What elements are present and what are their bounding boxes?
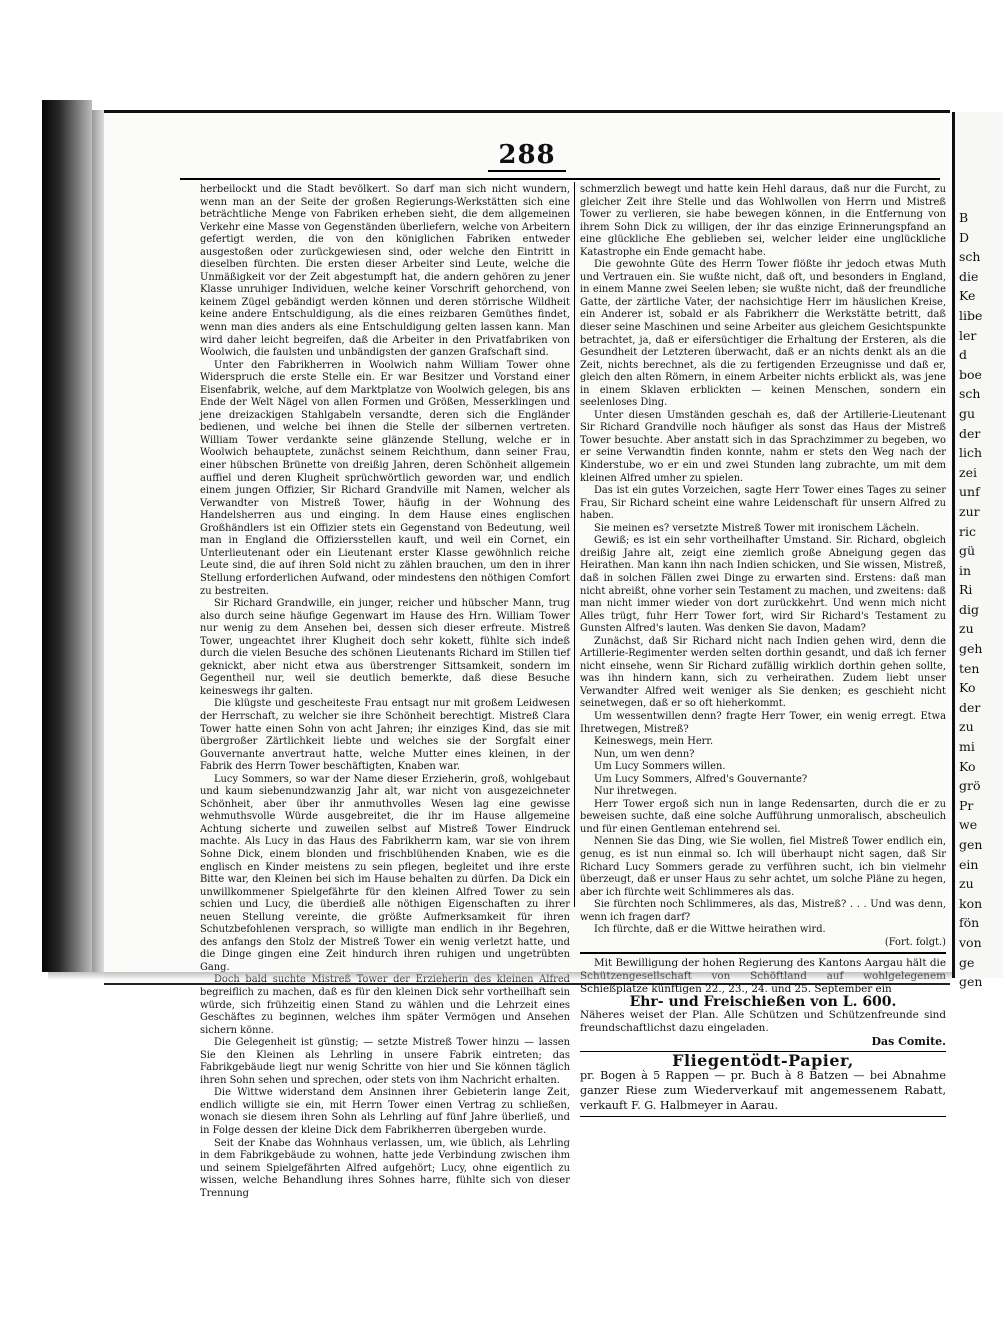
edge-fragment: von bbox=[959, 934, 982, 950]
edge-fragment: in bbox=[959, 562, 972, 578]
edge-fragment: boe bbox=[959, 366, 982, 382]
edge-fragment: zei bbox=[959, 464, 977, 480]
paragraph: Lucy Sommers, so war der Name dieser Erzieherin, groß, wohlgebaut und kaum siebenundzwanzig Jahr alt, war nicht von ausgezeichneter Schönheit, aber über ihr anmuthvolles Wesen lag eine gewisse wehmuthsvolle Würde ausgebreitet, die ihr im Hause allgemeine Achtung sicherte und zuweilen selbst auf Mistreß Tower Eindruck machte. Als Lucy in das Haus des Fabrikherrn kam, war sie von ihrem Sohne Dick, einem blonden und frischblühenden Knaben, wie es die englisch en Kinder meistens zu sein pflegen, begleitet und ihre erste Bitte war, den Kleinen bei sich im Hause behalten zu dürfen. Da Dick ein unwillkommener Spielgefährte für den kleinen Alfred Tower zu sein schien und Lucy, die überdieß alle nöthigen Eigenschaften zu ihrer neuen Stellung vereinte, die größte Aufmerksamkeit für ihren Schutzbefohlenen versprach, so willigte man endlich in ihr Begehren, des anfangs den Stolz der Mistreß Tower ein wenig verletzt hatte, und die Dinge gingen eine Zeit hindurch ihren ruhigen und ungetrübten Gang. bbox=[200, 773, 570, 973]
edge-fragment: gu bbox=[959, 405, 976, 421]
edge-fragment: Ri bbox=[959, 582, 973, 598]
paragraph: Unter diesen Umständen geschah es, daß der Artillerie-Lieutenant Sir Richard Grandville noch häufiger als sonst das Haus der Mistreß Tower besuchte. Aber anstatt sich in das Sprachzimmer zu begeben, wo er seine Verwandtin finden konnte, nahm er stets den Weg nach der Kinderstube, wo er ein und zwei Stunden lang zubrachte, um mit dem kleinen Alfred umher zu spielen. bbox=[580, 409, 946, 484]
ad-text-2: Näheres weiset der Plan. Alle Schützen und Schützenfreunde sind freundschaftlichst dazu eingeladen. bbox=[580, 1009, 946, 1035]
edge-fragment: zur bbox=[959, 503, 980, 519]
edge-fragment: Ko bbox=[959, 680, 976, 696]
page-number: 288 bbox=[488, 140, 565, 172]
next-page-fragments bbox=[955, 112, 1003, 992]
ad2-body: pr. Bogen à 5 Rappen — pr. Buch à 8 Batzen — bei Abnahme ganzer Riese zum Wiederverkauf mit angemessenem Rabatt, verkauft F. G. Halbmeyer in Aarau. bbox=[580, 1068, 946, 1112]
page-header bbox=[104, 140, 950, 172]
paragraph: Die klügste und gescheiteste Frau entsagt nur mit großem Leidwesen der Herrschaft, zu welcher sie ihre Schönheit berechtigt. Mistreß Clara Tower hatte einen Sohn von acht Jahren; ihr einziges Kind, das sie mit übergroßer Zärtlichkeit liebte und welches sie der Sorgfalt einer Gouvernante anvertraut hatte, welche Mutter eines kleinen, in der Fabrik des Herrn Tower beschäftigten, Knaben war. bbox=[200, 698, 570, 773]
continuation-note: (Fort. folgt.) bbox=[884, 936, 946, 948]
edge-fragment: Ke bbox=[959, 288, 976, 304]
edge-fragment: D bbox=[959, 229, 970, 245]
ad-signature: Das Comite. bbox=[871, 1035, 946, 1049]
next-page-edge bbox=[952, 112, 1003, 990]
edge-fragment: sch bbox=[959, 386, 981, 402]
ad-separator-3 bbox=[580, 1116, 946, 1117]
ad-text: Mit Bewilligung der hohen Regierung des Kantons Aargau hält die Schützengesellschaft von Schöftland auf wohlgelegenem Schießplatze künftigen 22., 23., 24. und 25. September ein bbox=[580, 957, 946, 996]
edge-fragment: geh bbox=[959, 641, 983, 657]
edge-fragment: zu bbox=[959, 621, 974, 637]
paragraph: Die Gelegenheit ist günstig; — setzte Mistreß Tower hinzu — lassen Sie den Kleinen als Lehrling in unsere Fabrik eintreten; das Fabrikgebäude liegt nur wenig Schritte von hier und Sie können täglich ihren Sohn sehen und sprechen, oder stets von ihm Nachricht erhalten. bbox=[200, 1037, 570, 1086]
page-bottom-shadow bbox=[48, 972, 952, 980]
edge-fragment: unf bbox=[959, 484, 980, 500]
edge-fragment: mi bbox=[959, 739, 975, 755]
edge-fragment: ler bbox=[959, 327, 977, 343]
paragraph: Um Lucy Sommers, Alfred's Gouvernante? bbox=[594, 773, 808, 785]
edge-fragment: d bbox=[959, 347, 968, 363]
paragraph: Nun, um wen denn? bbox=[594, 748, 695, 760]
paragraph: Gewiß; es ist ein sehr vortheilhafter Umstand. Sir. Richard, obgleich dreißig Jahre alt, zeigt eine ziemlich große Abneigung gegen das Heirathen. Man kann ihn nach Indien schicken, und Sie wissen, Mistreß, daß in solchen Fällen zwei Dinge zu erwarten sind. Erstens: daß man nicht abreißt, ohne vorher sein Testament zu machen, und zweitens: daß man nicht immer wieder von dort zurückkehrt. Und wenn mich nicht Alles trügt, fuhr Herr Tower fort, wird Sir Richard's Testament zu Gunsten Alfred's lauten. Was denken Sie davon, Madam? bbox=[580, 535, 946, 635]
edge-fragment: ge bbox=[959, 954, 975, 970]
paragraph: Keineswegs, mein Herr. bbox=[594, 736, 714, 748]
left-column bbox=[200, 184, 570, 1200]
paragraph: Doch bald suchte Mistreß Tower der Erzieherin des kleinen Alfred begreiflich zu machen, daß es für den kleinen Dick sehr vortheilhaft sein würde, sich frühzeitig einen Stand zu wählen und die Lehrzeit eines Geschäftes zu beginnen, welches ihm später Vermögen und Ansehen sichern könne. bbox=[200, 974, 570, 1036]
edge-fragment: ein bbox=[959, 856, 979, 872]
paragraph: Die Wittwe widerstand dem Ansinnen ihrer Gebieterin lange Zeit, endlich willigte sie ein, mit Herrn Tower einen Vertrag zu schließen, wonach sie diesem ihren Sohn als Lehrling auf fünf Jahre überließ, und in Folge dessen der kleine Dick dem Fabrikherren übergeben wurde. bbox=[200, 1087, 570, 1137]
edge-fragment: gü bbox=[959, 543, 976, 559]
edge-fragment: die bbox=[959, 268, 979, 284]
book-spine-shadow bbox=[42, 100, 92, 972]
edge-fragment: kon bbox=[959, 895, 983, 911]
paragraph: Seit der Knabe das Wohnhaus verlassen, um, wie üblich, als Lehrling in dem Fabrikgebäude zu wohnen, hatte jede Verbindung zwischen ihm und seinem Spielgefährten Alfred aufgehört; Lucy, ohne eigentlich zu wissen, welche Behandlung ihres Sohnes harre, fühlte sich von dieser Trennung bbox=[200, 1137, 570, 1199]
right-column-text bbox=[580, 184, 946, 937]
edge-fragment: zu bbox=[959, 876, 974, 892]
edge-fragment: der bbox=[959, 699, 981, 715]
edge-fragment: ric bbox=[959, 523, 976, 539]
edge-fragment: grö bbox=[959, 778, 981, 794]
edge-fragment: we bbox=[959, 817, 978, 833]
paragraph: schmerzlich bewegt und hatte kein Hehl daraus, daß nur die Furcht, zu gleicher Zeit ihre Stelle und das Wohlwollen von Herrn und Mistreß Tower zu verlieren, sie habe bewegen können, in die Entfernung von ihrem Sohn Dick zu willigen, der ihr das einzige Erinnerungspfand an eine glückliche Ehe geblieben sei, welcher leider eine unglückliche Katastrophe ein Ende gemacht habe. bbox=[580, 184, 946, 258]
edge-fragment: B bbox=[959, 210, 969, 225]
paragraph: Um wessentwillen denn? fragte Herr Tower, ein wenig erregt. Etwa Ihretwegen, Mistreß? bbox=[580, 710, 946, 735]
edge-fragment: zu bbox=[959, 719, 974, 735]
paragraph: Die gewohnte Güte des Herrn Tower flößte ihr jedoch etwas Muth und Vertrauen ein. Sie wußte nicht, daß oft, und besonders in England, in einem Manne zwei Seelen leben; sie wußte nicht, daß der freundliche Gatte, der zärtliche Vater, der nachsichtige Herr im häuslichen Kreise, ein Anderer ist, sobald er als Fabrikherr die Werkstätte betritt, daß dieser seine Maschinen und seine Arbeiter aus gleichem Gesichtspunkte betrachtet, ja, daß er eifersüchtiger die Erhaltung der Ersteren, als die Gesundheit der Letzteren überwacht, daß er an nichts denkt als an die Zeit, nichts berechnet, als die zu fertigenden Erzeugnisse und daß er, gleich den alten Römern, in einem Arbeiter nichts erblickt als, was jene in einem Sklaven erblickten — keinen Menschen, sondern ein seelenloses Ding. bbox=[580, 259, 946, 409]
edge-fragment: lich bbox=[959, 445, 983, 461]
edge-fragment: ten bbox=[959, 660, 980, 676]
edge-fragment: Pr bbox=[959, 797, 974, 813]
edge-fragment: gen bbox=[959, 837, 983, 852]
edge-fragment: dig bbox=[959, 601, 980, 617]
paragraph: Sie fürchten noch Schlimmeres, als das, Mistreß? . . . Und was denn, wenn ich fragen darf? bbox=[580, 899, 946, 923]
edge-fragment: libe bbox=[959, 307, 983, 323]
edge-fragment: sch bbox=[959, 249, 981, 265]
paragraph: Nennen Sie das Ding, wie Sie wollen, fiel Mistreß Tower endlich ein, genug, es ist nun einmal so. Ich will überhaupt nicht sagen, daß Sir Richard Lucy Sommers gerade zu verführen sucht, ich bin vielmehr überzeugt, daß er unser Haus zu sehr achtet, um solche Pläne zu hegen, aber ich fürchte weit Schlimmeres als das. bbox=[580, 836, 946, 898]
edge-fragment: gen bbox=[959, 974, 983, 990]
edge-fragment: der bbox=[959, 425, 981, 441]
header-rule bbox=[180, 178, 940, 180]
paragraph: Das ist ein gutes Vorzeichen, sagte Herr Tower eines Tages zu seiner Frau, Sir Richard scheint eine wahre Leidenschaft für unsern Alfred zu haben. bbox=[580, 485, 946, 522]
paragraph: Zunächst, daß Sir Richard nicht nach Indien gehen wird, denn die Artillerie-Regimenter werden selten dorthin gesandt, und daß ich ferner nicht einsehe, wenn Sir Richard zufällig wirklich dorthin gehen sollte, was ihn hindern kann, sich zu verheirathen. Zudem liebt unser Verwandter Alfred weit weniger als Sie denken; es geschieht nicht seinetwegen, daß er so oft hieherkommt. bbox=[580, 635, 946, 710]
ad-headline: Ehr- und Freischießen von L. 600. bbox=[629, 994, 897, 1011]
ad-separator bbox=[580, 952, 946, 954]
shooting-festival-ad bbox=[580, 957, 946, 1048]
column-divider bbox=[574, 182, 575, 907]
edge-fragment: Ko bbox=[959, 758, 976, 774]
paragraph: Um Lucy Sommers willen. bbox=[594, 761, 726, 773]
edge-fragment: fön bbox=[959, 915, 980, 931]
flypaper-ad bbox=[580, 1051, 946, 1113]
paragraph: Ich fürchte, daß er die Wittwe heirathen wird. bbox=[594, 924, 826, 936]
paragraph: herbeilockt und die Stadt bevölkert. So darf man sich nicht wundern, wenn man an der Seite der großen Regierungs-Werkstätten sich eine beträchtliche Menge von Fabriken erheben sieht, die dem allgemeinen Verkehr eine Masse von Gegenständen überliefern, welche von Arbeitern gefertigt werden, die von den königlichen Fabriken entweder ausgestoßen oder zurückgewiesen sind, oder welche den Eintritt in dieselben fürchten. Die ersten dieser Arbeiter sind Leute, welche die Unmäßigkeit vor der Zeit abgestumpft hat, die andern gehören zu jener Klasse unruhiger Individuen, welche keiner Vorschrift gehorchend, von keinem Zügel gebändigt werden können und deren störrische Wildheit keine andere Entschuldigung, als die eines reizbaren Gemüthes findet, wenn man dies anders als eine Entschuldigung gelten lassen kann. Man wird daher leicht begreifen, daß die Arbeiter in den Privatfabriken von Woolwich, die faulsten und unbändigsten der ganzen Grafschaft sind. bbox=[200, 184, 570, 359]
paragraph: Nur ihretwegen. bbox=[594, 786, 677, 798]
paragraph: Sie meinen es? versetzte Mistreß Tower mit ironischem Lächeln. bbox=[594, 522, 920, 534]
paragraph: Unter den Fabrikherren in Woolwich nahm William Tower ohne Widerspruch die erste Stelle ein. Er war Besitzer und Vorstand einer Eisenfabrik, welche, auf dem Marktplatze von Woolwich gelegen, bis ans Ende der Welt Nägel von allen Formen und Größen, Messerklingen und jene dreizackigen Stahlgabeln versandte, deren sich die Engländer bedienen, und welche bei ihnen die Stelle der silbernen vertreten. William Tower verdankte seine glänzende Stellung, welche er in Woolwich behauptete, zunächst seinem Reichthum, dann seiner Frau, einer hübschen Brünette von dreißig Jahren, deren Schönheit allgemein auffiel und deren Klugheit sprüchwörtlich geworden war, und endlich einem jungen Offizier, Sir Richard Grandville mit Namen, welcher als Verwandter von Mistreß Tower, häufig in der Wohnung des Handelsherren aus und einging. In dem Hause eines englischen Großhändlers ist ein Offizier stets ein Gegenstand von Bedeutung, weil man in England die Offiziersstellen kauft, und weil ein Cornet, ein Unterlieutenant oder ein Lieutenant erster Klasse gewöhnlich reiche Leute sind, die auf ihren Sold nicht zu zählen brauchen, um den in ihrer Stellung erforderlichen Aufwand, oder mindestens den nöthigen Comfort zu bestreiten. bbox=[200, 359, 570, 597]
ad2-title: Fliegentödt-Papier, bbox=[672, 1051, 854, 1071]
paragraph: Sir Richard Grandwille, ein junger, reicher und hübscher Mann, trug also durch seine häufige Gegenwart im Hause des Hrn. William Tower nur wenig zu dem Ansehen bei, dessen sich dieser erfreute. Mistreß Tower, ungeachtet ihrer Klugheit doch sehr kokett, fühlte sich indeß durch die vielen Besuche des schönen Lieutenants Richard im Stillen tief geknickt, aber nicht etwa aus überstrenger Sittsamkeit, sondern im Gegentheil nur, weil sie deutlich bemerkte, daß diese Besuche keineswegs ihr galten. bbox=[200, 598, 570, 697]
paragraph: Herr Tower ergoß sich nun in lange Redensarten, durch die er zu beweisen suchte, daß eine solche Aufführung unmoralisch, abscheulich und für einen Gentleman entehrend sei. bbox=[580, 798, 946, 835]
